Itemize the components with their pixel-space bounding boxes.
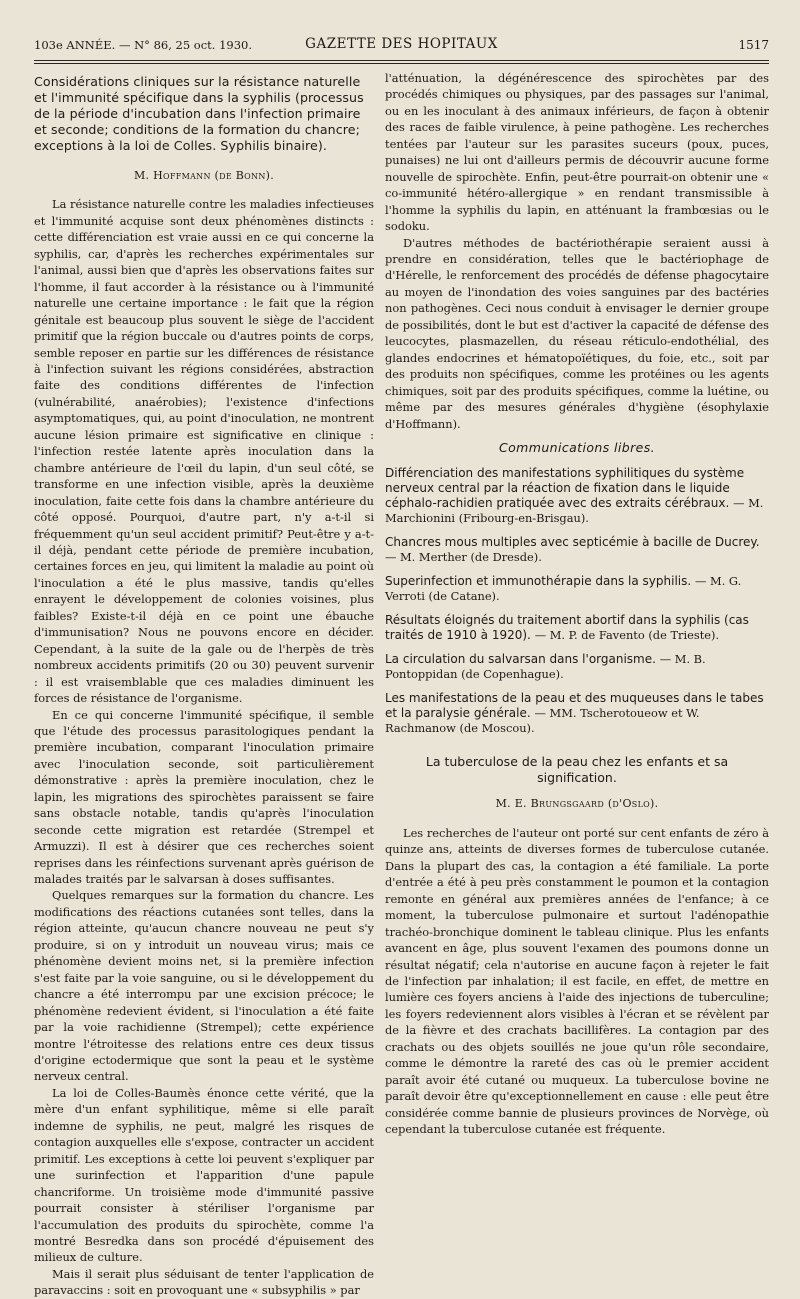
communication-entry	[385, 466, 769, 526]
article-author: M. Hoffmann (de Bonn).	[133, 169, 275, 182]
paragraph: La loi de Colles-Baumès énonce cette vérité, que la mère d'un enfant syphilitique, même si elle paraît indemne de syphilis, ne peut, malgré les risques de contagion auxquelles elle s'expose, contracter un accident primitif. Les exceptions à cette loi peuvent s'expliquer par une surinfection et l'apparition d'une papule chancriforme. Un troisième mode d'immunité passive pourrait consister à stériliser l'organisme par l'accumulation des produits du spirochète, comme l'a montré Besredka dans son procédé d'épuisement des milieux de culture.	[34, 1085, 374, 1265]
journal-title: GAZETTE DES HOPITAUX	[305, 36, 498, 52]
left-column	[34, 74, 374, 1299]
communication-title: La circulation du salvarsan dans l'organisme.	[385, 652, 656, 667]
paragraph: D'autres méthodes de bactériothérapie seraient aussi à prendre en considération, telles que le bactériophage de d'Hérelle, le renforcement des procédés de défense phagocytaire au moyen de l'inondation des voies sanguines par des bactéries non pathogènes. Ceci nous conduit à envisager le dernier groupe de possibilités, dont le but est d'activer la capacité de défense des leucocytes, plasmazellen, du réseau réticulo-endothélial, des glandes endocrines et hématopoïétiques, du foie, etc., soit par des produits non spécifiques, comme les protéines ou les agents chimiques, soit par des produits spécifiques, comme la luétine, ou même par des mesures générales d'hygiène (ésophylaxie d'Hoffmann).	[385, 235, 769, 431]
paragraph: La résistance naturelle contre les maladies infectieuses et l'immunité acquise sont deux phénomènes distincts : cette différenciation est vraie aussi en ce qui concerne la syphilis, car, d'après les recherches expérimentales sur l'animal, aussi bien que d'après les observations faites sur l'homme, il faut accorder à la résistance ou à l'immunité naturelle une certaine importance : le fait que la région génitale est beaucoup plus souvent le siège de l'accident primitif que la région buccale ou d'autres points de corps, semble reposer en partie sur les différences de résistance à l'infection suivant les régions considérées, abstraction faite des conditions différentes de l'infection (vulnérabilité, anaérobies); l'existence d'infections asymptomatiques, qui, au point d'inoculation, ne montrent aucune lésion primaire est significative en clinique : l'infection restée latente après inoculation dans la chambre antérieure de l'œil du lapin, d'un seul côté, se transforme en une infection visible, après la deuxième inoculation, faite cette fois dans la chambre antérieure du côté opposé. Pourquoi, d'autre part, n'y a-t-il si fréquemment qu'un seul accident primitif? Peut-être y a-t-il déjà, pendant cette période de première incubation, certaines forces en jeu, qui limitent la maladie au point où l'inoculation a été le plus massive, tandis qu'elles enrayent le développement de colonies voisines, plus faibles? Existe-t-il déjà en ce point une ébauche d'immunisation? Nous ne pouvons encore en décider. Cependant, à la suite de la gale ou de l'herpès de très nombreux accidents primitifs (20 ou 30) peuvent survenir : il est vraisemblable que ces maladies diminuent les forces de résistance de l'organisme.	[34, 197, 374, 706]
communication-author: — M. P. de Favento (de Trieste).	[534, 628, 720, 643]
communication-entry	[385, 574, 769, 604]
section-heading: Communications libres.	[498, 439, 655, 455]
paragraph: Quelques remarques sur la formation du chancre. Les modifications des réactions cutanées sont telles, dans la région atteinte, qu'aucun chancre nouveau ne peut s'y produire, si on y introduit un nouveau virus; mais ce phénomène devient moins net, si la première infection s'est faite par la voie sanguine, ou si le développement du chancre a été interrompu par une excision précoce; le phénomène redevient évident, si l'inoculation a été faite par la voie rachidienne (Strempel); cette expérience montre l'étroitesse des relations entre ces deux tissus d'origine ectodermique que sont la peau et le système nerveux central.	[34, 888, 374, 1084]
paragraph: En ce qui concerne l'immunité spécifique, il semble que l'étude des processus parasitologiques pendant la première incubation, comparant l'inoculation primaire avec l'inoculation seconde, soit particulièrement démonstrative : après la première inoculation, chez le lapin, les migrations des spirochètes paraissent se faire sans obstacle notable, tandis qu'après l'inoculation seconde cette migration est retardée (Strempel et Armuzzi). Il est à désirer que ces recherches soient reprises dans les réinfections survenant après guérison de malades traités par le salvarsan à doses suffisantes.	[34, 707, 374, 887]
article-title: La tuberculose de la peau chez les enfants et sa signification.	[425, 754, 729, 786]
article-author: M. E. Brungsgaard (d'Oslo).	[495, 797, 659, 811]
running-header	[34, 34, 769, 58]
communication-title: Les manifestations de la peau et des muqueuses dans le tabes et la paralysie générale.	[385, 691, 764, 721]
communication-entry	[385, 652, 769, 682]
communication-title: Différenciation des manifestations syphilitiques du système nerveux central par la réaction de fixation dans le liquide céphalo-rachidien pratiquée avec des extraits cérébraux.	[385, 466, 745, 511]
communication-title: Résultats éloignés du traitement abortif dans la syphilis (cas traités de 1910 à 1920).	[385, 613, 749, 643]
header-rule	[34, 60, 769, 61]
paragraph: Mais il serait plus séduisant de tenter l'application de paravaccins : soit en provoquant une « subsyphilis » par	[34, 1266, 374, 1298]
communication-entry	[385, 535, 769, 565]
communication-entry	[385, 613, 769, 643]
page-number: 1517	[738, 38, 769, 52]
communication-title: Superinfection et immunothérapie dans la syphilis.	[385, 574, 692, 589]
communication-author: — M. Marchionini (Fribourg-en-Brisgau).	[385, 496, 764, 526]
communication-author: — M. Merther (de Dresde).	[385, 550, 542, 565]
article-title: Considérations cliniques sur la résistance naturelle et l'immunité spécifique dans la syphilis (processus de la période d'incubation dans l'infection primaire et seconde; conditions de la formation du chancre; exceptions à la loi de Colles. Syphilis binaire).	[34, 74, 364, 153]
communication-author: — MM. Tscherotoueow et W. Rachmanow (de Moscou).	[385, 706, 700, 736]
communication-author: — M. G. Verroti (de Catane).	[385, 574, 742, 604]
header-rule-2	[34, 63, 769, 64]
right-column	[385, 70, 769, 1137]
communication-author: — M. B. Pontoppidan (de Copenhague).	[385, 652, 706, 682]
communication-title: Chancres mous multiples avec septicémie à bacille de Ducrey.	[385, 535, 760, 550]
paragraph: Les recherches de l'auteur ont porté sur cent enfants de zéro à quinze ans, atteints de diverses formes de tuberculose cutanée. Dans la plupart des cas, la contagion a été familiale. La porte d'entrée a été à peu près constamment le poumon et la contagion remonte en général aux premières années de l'enfance; à ce moment, la tuberculose pulmonaire et surtout l'adénopathie trachéo-bronchique dominent le tableau clinique. Plus les enfants avancent en âge, plus souvent l'examen des poumons donne un résultat négatif; cela n'autorise en aucune façon à rejeter le fait de l'infection par inhalation; il est facile, en effet, de mettre en lumière ces foyers anciens à l'aide des injections de tuberculine; les foyers redeviennent alors visibles à l'écran et se révèlent par de la fièvre et des crachats bacillifères. La contagion par des crachats ou des objets souillés ne joue qu'un rôle secondaire, comme le démontre la rareté des cas où le premier accident paraît avoir été cutané ou muqueux. La tuberculose bovine ne paraît devoir être qu'exceptionnellement en cause : elle peut être considérée comme bannie de plusieurs provinces de Norvège, où cependant la tuberculose cutanée est fréquente.	[385, 825, 769, 1137]
paragraph: l'atténuation, la dégénérescence des spirochètes par des procédés chimiques ou physiques, par des passages sur l'animal, ou en les inoculant à des animaux inférieurs, de façon à obtenir des races de faible virulence, à peine pathogène. Les recherches tentées par l'auteur sur les parasites suceurs (poux, puces, punaises) ne lui ont d'ailleurs permis de découvrir aucune forme nouvelle de spirochète. Enfin, peut-être pourrait-on obtenir une « co-immunité hétéro-allergique » en rendant transmissible à l'homme la syphilis du lapin, en atténuant la frambœsias ou le sodoku.	[385, 71, 769, 234]
issue-info: 103e ANNÉE. — N° 86, 25 oct. 1930.	[34, 38, 253, 52]
communication-entry	[385, 691, 769, 736]
